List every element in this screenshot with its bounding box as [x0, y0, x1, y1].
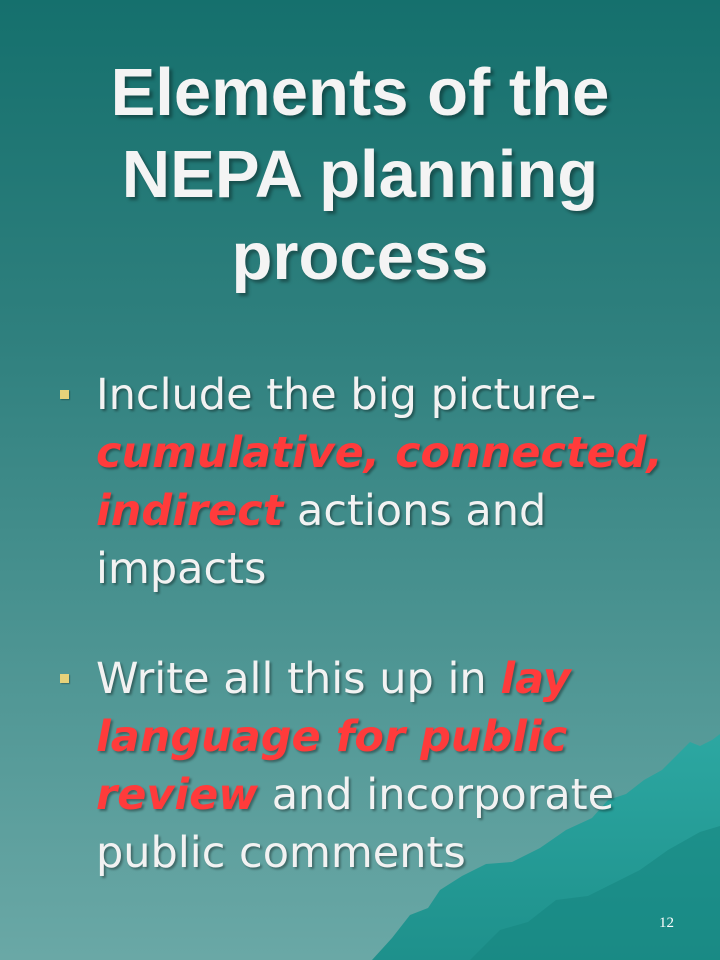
bullet-text-before: Include the big picture-	[96, 370, 597, 420]
square-bullet-icon	[60, 674, 69, 683]
bullet-text-after: actions and impacts	[96, 486, 547, 594]
page-number: 12	[659, 915, 674, 931]
bullet-text-after: and incorporate public comments	[96, 770, 615, 878]
slide-title: Elements of the NEPA planning process	[110, 55, 610, 294]
square-bullet-icon	[60, 390, 69, 399]
bullet-item	[56, 366, 696, 598]
bullet-emphasis: cumulative, connected, indirect	[96, 428, 663, 536]
bullet-item	[56, 650, 696, 882]
bullet-emphasis: lay language for public review	[96, 654, 571, 820]
bullet-list	[56, 366, 696, 934]
bullet-text-before: Write all this up in	[96, 654, 487, 704]
bullet-text	[96, 650, 696, 882]
bullet-text	[96, 366, 696, 598]
